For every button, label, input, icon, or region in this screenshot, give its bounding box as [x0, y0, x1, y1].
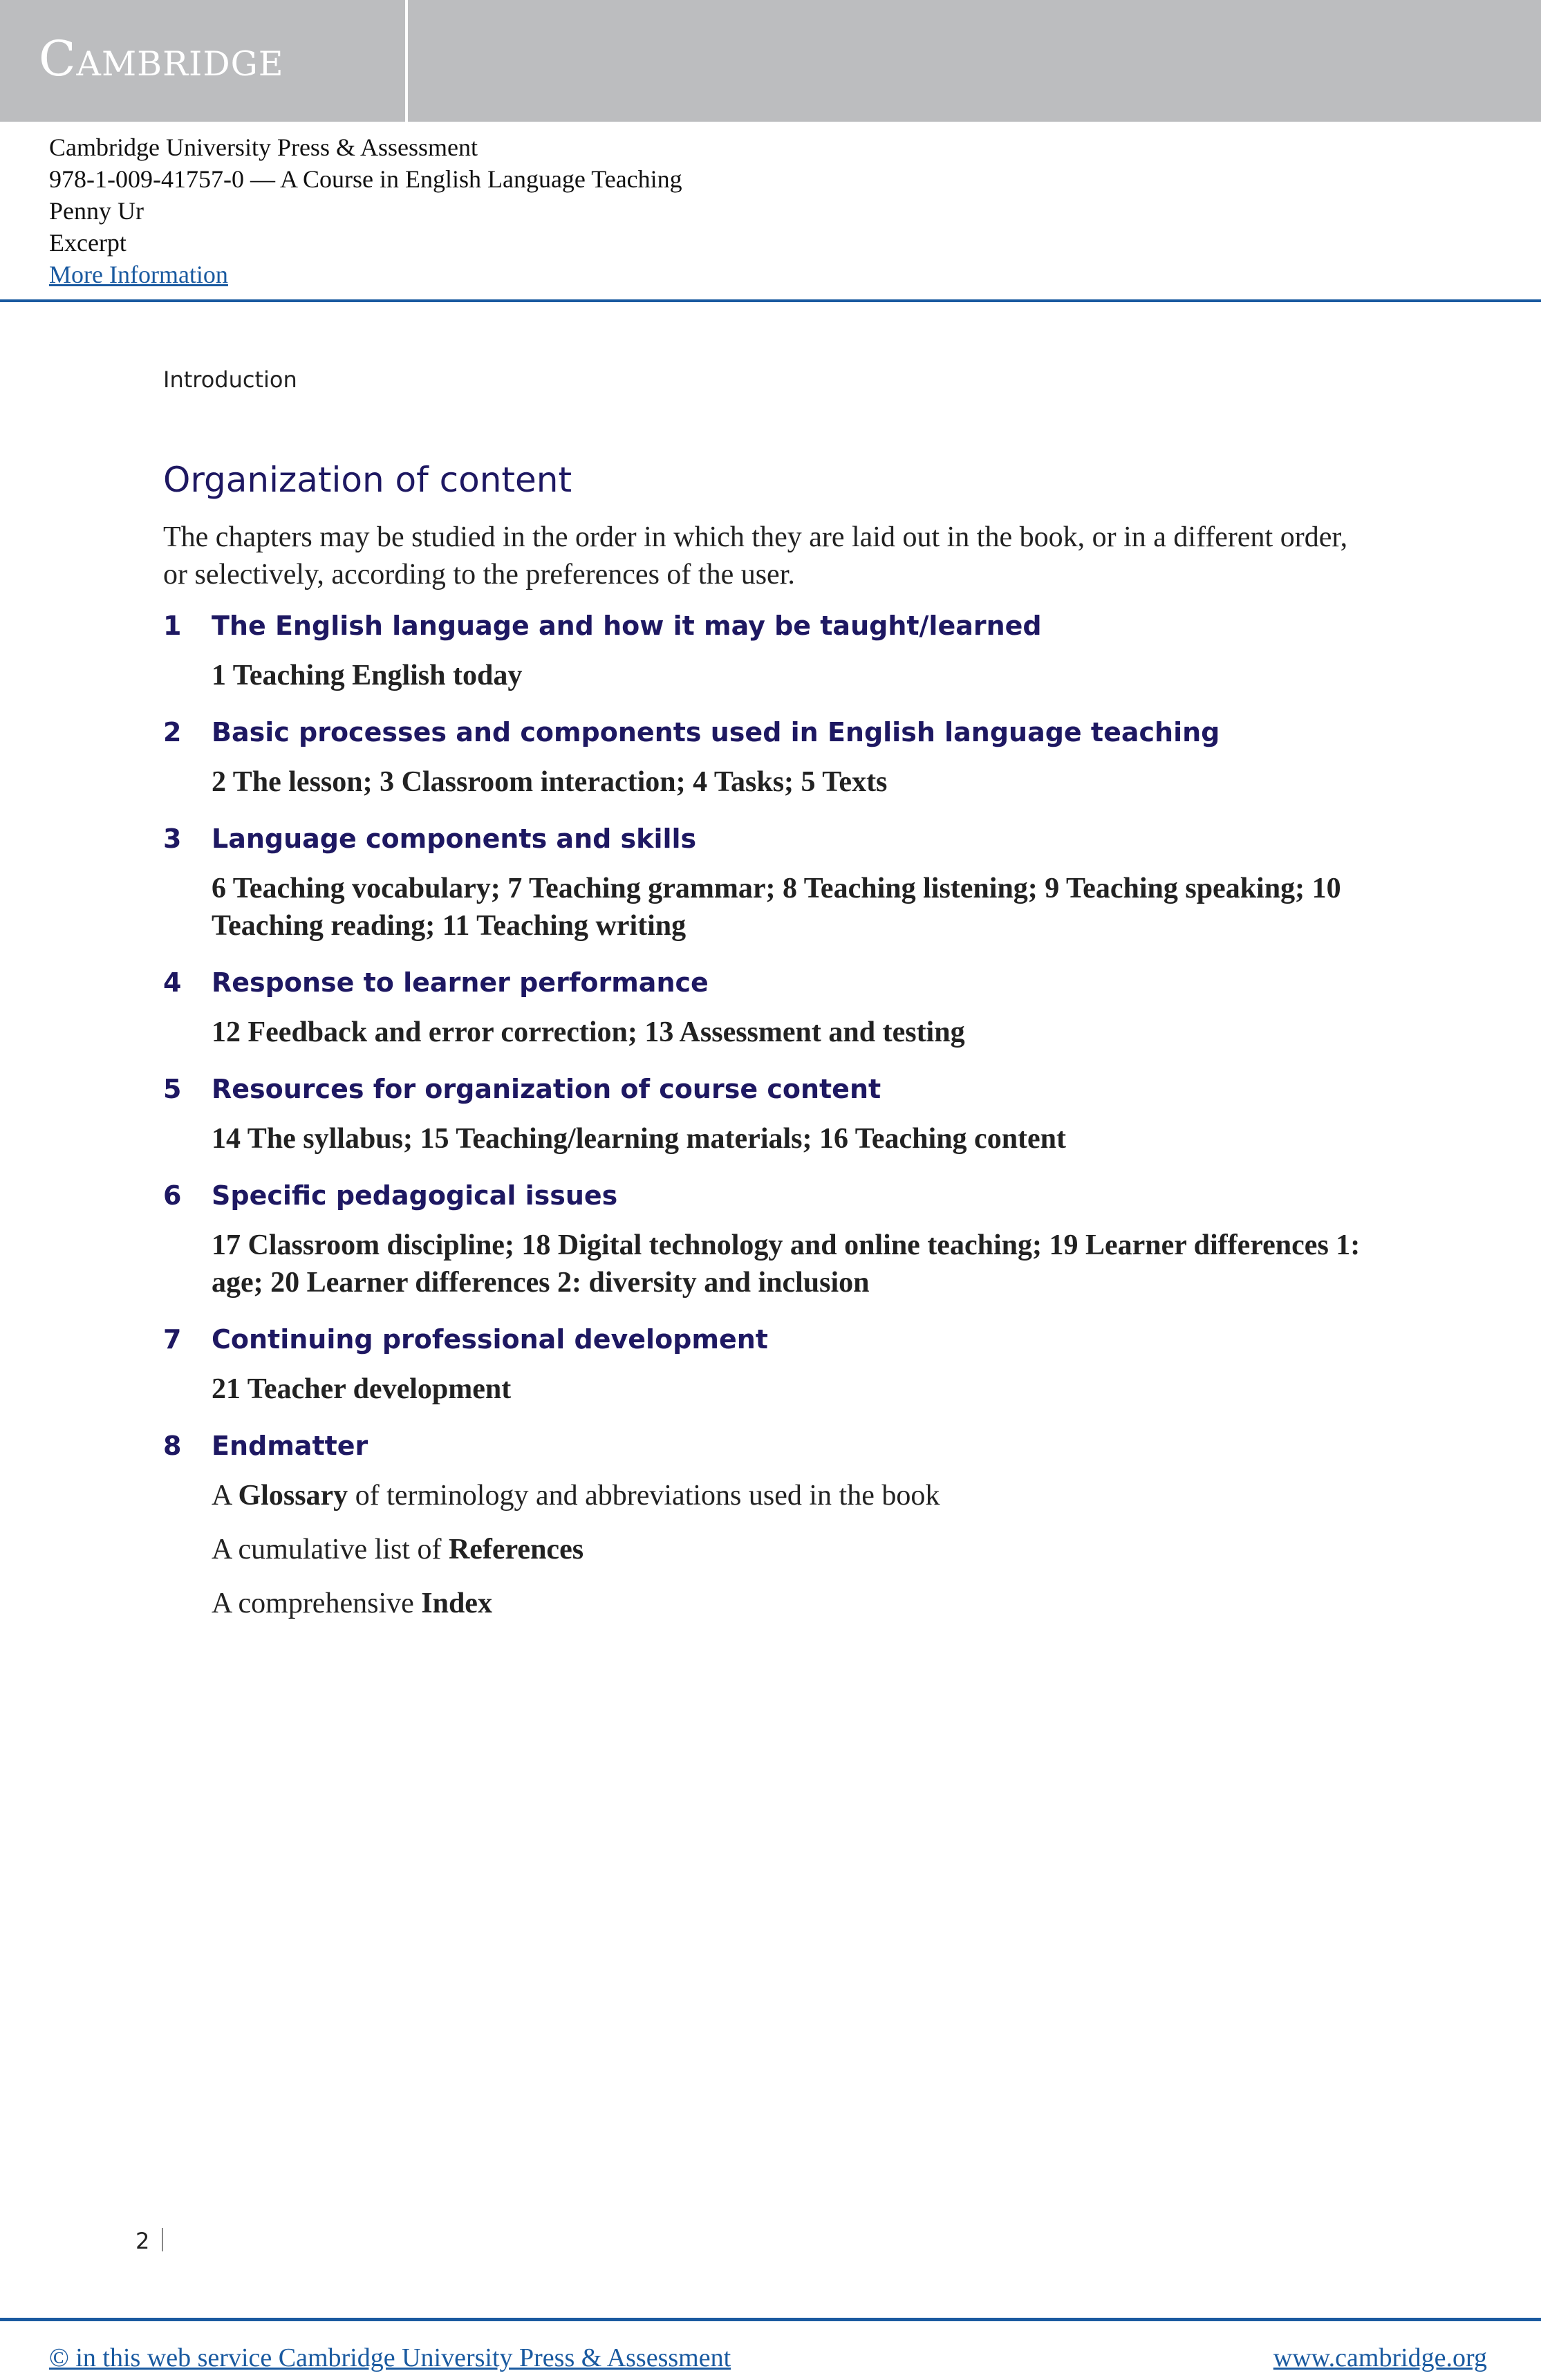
- section-endmatter: [163, 1429, 1380, 1622]
- publisher: Cambridge University Press & Assessment: [49, 133, 478, 161]
- section-title: Specific pedagogical issues: [212, 1180, 618, 1211]
- content-sections: [163, 608, 1380, 1643]
- endmatter-item: [212, 1477, 1380, 1514]
- item-text: of terminology and abbreviations used in the book: [348, 1480, 940, 1512]
- section: [163, 608, 1380, 694]
- section-number: 6: [163, 1180, 182, 1211]
- running-head: Introduction: [163, 366, 297, 393]
- endmatter-item: [212, 1585, 1380, 1622]
- cambridge-logo: Cambridge: [39, 30, 284, 87]
- section: [163, 1178, 1380, 1301]
- section-heading: [163, 608, 1380, 643]
- section-number: 4: [163, 967, 182, 998]
- section-chapters: [212, 870, 1380, 945]
- section-title: Endmatter: [212, 1431, 368, 1461]
- section-number: 2: [163, 717, 182, 747]
- section: [163, 821, 1380, 945]
- section-title: The English language and how it may be taught/learned: [212, 611, 1042, 641]
- section-title: Resources for organization of course content: [212, 1074, 881, 1104]
- header-rule: [0, 299, 1541, 302]
- book-metadata: [49, 131, 682, 290]
- section-number: 3: [163, 824, 182, 854]
- section-title: Language components and skills: [212, 824, 697, 854]
- section-number: 7: [163, 1324, 182, 1355]
- header-banner: [0, 0, 1541, 122]
- endmatter-items: [212, 1477, 1380, 1622]
- section-chapters: [212, 657, 1380, 694]
- website-link[interactable]: www.cambridge.org: [1273, 2343, 1487, 2372]
- section-heading: [163, 1178, 1380, 1213]
- section-heading: [163, 1429, 1380, 1463]
- chapter-list: 21 Teacher development: [212, 1373, 512, 1405]
- section: [163, 965, 1380, 1051]
- section-number: 5: [163, 1074, 182, 1104]
- section-number: 1: [163, 611, 182, 641]
- section-chapters: [212, 763, 1380, 801]
- item-text: A cumulative list of: [212, 1534, 449, 1565]
- more-information-link[interactable]: More Information: [49, 261, 228, 288]
- endmatter-item: [212, 1531, 1380, 1568]
- page-title: Organization of content: [163, 460, 572, 500]
- copyright-link[interactable]: © in this web service Cambridge University Press & Assessment: [49, 2343, 731, 2372]
- section-title: Continuing professional development: [212, 1324, 768, 1355]
- section: [163, 715, 1380, 801]
- section-heading: [163, 1072, 1380, 1106]
- item-text: A: [212, 1480, 239, 1512]
- page-number: 2: [136, 2228, 150, 2254]
- author: Penny Ur: [49, 197, 144, 225]
- item-bold-term: Glossary: [238, 1480, 348, 1512]
- item-bold-term: Index: [421, 1588, 492, 1619]
- section-title: Basic processes and components used in English language teaching: [212, 717, 1220, 747]
- section-chapters: [212, 1120, 1380, 1158]
- item-bold-term: References: [448, 1534, 584, 1565]
- section-heading: [163, 821, 1380, 856]
- isbn-title: 978-1-009-41757-0 — A Course in English Language Teaching: [49, 165, 682, 193]
- chapter-list: 14 The syllabus; 15 Teaching/learning materials; 16 Teaching content: [212, 1123, 1067, 1155]
- intro-paragraph: The chapters may be studied in the order in which they are laid out in the book, or in a different order, or selectively, according to the preferences of the user.: [163, 521, 1348, 591]
- section-chapters: [212, 1227, 1380, 1301]
- page-number-divider: [162, 2228, 163, 2251]
- footer-rule: [0, 2318, 1541, 2321]
- section-heading: [163, 715, 1380, 750]
- section-chapters: [212, 1370, 1380, 1408]
- chapter-list: 1 Teaching English today: [212, 660, 523, 691]
- section: [163, 1322, 1380, 1408]
- section-heading: [163, 965, 1380, 1000]
- section-number: 8: [163, 1431, 182, 1461]
- excerpt-label: Excerpt: [49, 229, 127, 257]
- chapter-list: 12 Feedback and error correction; 13 Assessment and testing: [212, 1016, 965, 1048]
- chapter-list: 6 Teaching vocabulary; 7 Teaching grammar; 8 Teaching listening; 9 Teaching speaking; 10 Teaching reading; 11 Teaching writing: [212, 873, 1341, 942]
- section: [163, 1072, 1380, 1158]
- banner-divider: [405, 0, 408, 122]
- item-text: A comprehensive: [212, 1588, 422, 1619]
- chapter-list: 17 Classroom discipline; 18 Digital technology and online teaching; 19 Learner differences 1: age; 20 Learner differences 2: diversity and inclusion: [212, 1229, 1361, 1299]
- section-heading: [163, 1322, 1380, 1357]
- section-title: Response to learner performance: [212, 967, 709, 998]
- section-chapters: [212, 1014, 1380, 1051]
- chapter-list: 2 The lesson; 3 Classroom interaction; 4 Tasks; 5 Texts: [212, 766, 888, 798]
